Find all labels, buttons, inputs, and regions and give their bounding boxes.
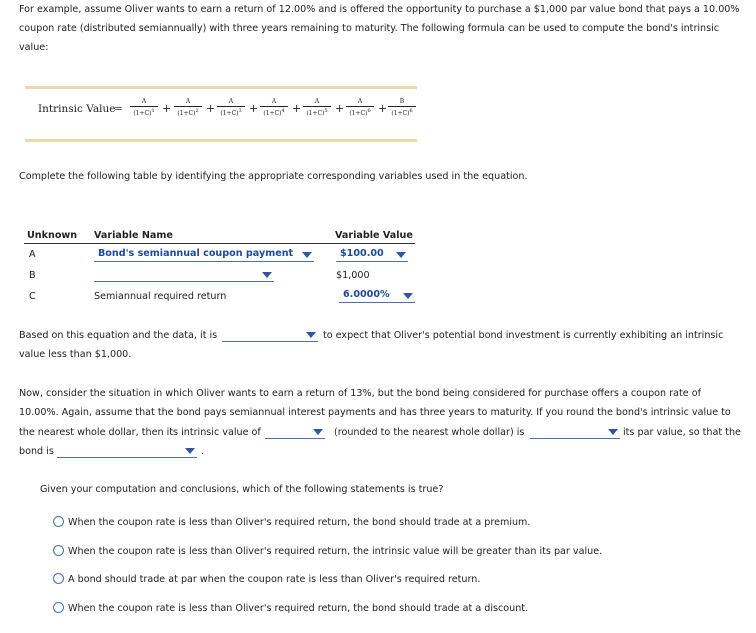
para3-line-1: Now, consider the situation in which Oliver wants to earn a return of 13%, but the bond being considered for purchase offers a coupon rate of — [19, 388, 701, 399]
radio-button[interactable] — [53, 545, 64, 556]
option-4-label: When the coupon rate is less than Oliver's required return, the bond should trade at a discount. — [68, 603, 529, 614]
row-b-value: $1,000 — [336, 270, 370, 281]
para3-line-3c: its par value, so that the — [623, 427, 741, 438]
formula-rule-top — [25, 86, 417, 89]
formula-plus-6: + — [378, 102, 388, 115]
chevron-down-icon — [396, 252, 406, 258]
header-variable-name: Variable Name — [94, 230, 173, 241]
formula-term-4: A $(1+C)^4$ — [259, 98, 289, 118]
chevron-down-icon — [306, 332, 316, 338]
header-unknown: Unknown — [27, 230, 78, 241]
row-a-value-dropdown[interactable]: $100.00 — [336, 249, 408, 262]
option-4[interactable] — [53, 602, 653, 616]
row-b-name-dropdown[interactable] — [94, 269, 274, 282]
formula-rule-bottom — [25, 139, 417, 142]
para3-line-2: 10.00%. Again, assume that the bond pays semiannual interest payments and has three years to maturity. If you round the bond's intrinsic value to — [19, 407, 731, 418]
table-header-rule — [24, 243, 415, 244]
radio-button[interactable] — [53, 602, 64, 613]
chevron-down-icon — [185, 448, 195, 454]
formula-box — [25, 86, 417, 145]
option-1[interactable] — [53, 516, 653, 530]
option-3-label: A bond should trade at par when the coupon rate is less than Oliver's required return. — [68, 574, 481, 585]
radio-button[interactable] — [53, 516, 64, 527]
formula-equals: = — [114, 103, 123, 115]
intro-line-2: coupon rate (distributed semiannually) with three years remaining to maturity. The following formula can be used to compute the bond's intrinsic — [19, 23, 720, 34]
option-1-label: When the coupon rate is less than Oliver's required return, the bond should trade at a premium. — [68, 517, 531, 528]
para3-line-4b: . — [201, 446, 205, 457]
header-variable-value: Variable Value — [335, 230, 413, 241]
formula-term-3: A $(1+C)^3$ — [216, 98, 246, 118]
row-b-unknown: B — [29, 270, 36, 281]
para2-line-2: value less than $1,000. — [19, 349, 132, 360]
formula-term-2: A $(1+C)^2$ — [173, 98, 203, 118]
table-instruction: Complete the following table by identifying the appropriate corresponding variables used in the equation. — [19, 171, 528, 182]
comparison-dropdown[interactable] — [530, 426, 620, 439]
option-3[interactable] — [53, 573, 653, 587]
chevron-down-icon — [313, 429, 323, 435]
formula-plus-3: + — [249, 102, 259, 115]
para3-line-3a: the nearest whole dollar, then its intrinsic value of — [19, 427, 261, 438]
intro-line-1: For example, assume Oliver wants to earn a return of 12.00% and is offered the opportunity to purchase a $1,000 par value bond that pays a 10.00% — [19, 4, 740, 15]
formula-term-1: A $(1+C)^1$ — [129, 98, 159, 118]
option-2-label: When the coupon rate is less than Oliver's required return, the intrinsic value will be greater than its par value. — [68, 546, 603, 557]
chevron-down-icon — [302, 252, 312, 258]
option-2[interactable] — [53, 545, 653, 559]
para3-line-3b: (rounded to the nearest whole dollar) is — [334, 427, 525, 438]
question-text: Given your computation and conclusions, which of the following statements is true? — [40, 484, 444, 495]
formula-term-7: B $(1+C)^6$ — [387, 98, 417, 118]
para2-after: to expect that Oliver's potential bond investment is currently exhibiting an intrinsic — [323, 330, 724, 341]
formula-label: Intrinsic Value — [38, 103, 116, 115]
intrinsic-value-dropdown[interactable] — [265, 426, 325, 439]
row-c-value-dropdown[interactable]: 6.0000% — [339, 290, 415, 303]
likelihood-dropdown[interactable] — [222, 329, 318, 342]
para2-before: Based on this equation and the data, it is — [19, 330, 218, 341]
row-a-unknown: A — [29, 249, 36, 260]
chevron-down-icon — [262, 272, 272, 278]
intro-line-3: value: — [19, 42, 49, 53]
formula-plus-2: + — [206, 102, 216, 115]
row-c-name: Semiannual required return — [94, 291, 227, 302]
para3-line-4a: bond is — [19, 446, 54, 457]
formula-plus-4: + — [292, 102, 302, 115]
formula-term-6: A $(1+C)^6$ — [345, 98, 375, 118]
row-c-unknown: C — [29, 291, 36, 302]
row-a-name-dropdown[interactable]: Bond's semiannual coupon payment — [94, 249, 314, 262]
chevron-down-icon — [608, 429, 618, 435]
radio-button[interactable] — [53, 573, 64, 584]
formula-plus-5: + — [335, 102, 345, 115]
formula-plus-1: + — [162, 102, 172, 115]
formula-term-5: A $(1+C)^5$ — [302, 98, 332, 118]
bond-status-dropdown[interactable] — [57, 445, 197, 458]
chevron-down-icon — [403, 293, 413, 299]
